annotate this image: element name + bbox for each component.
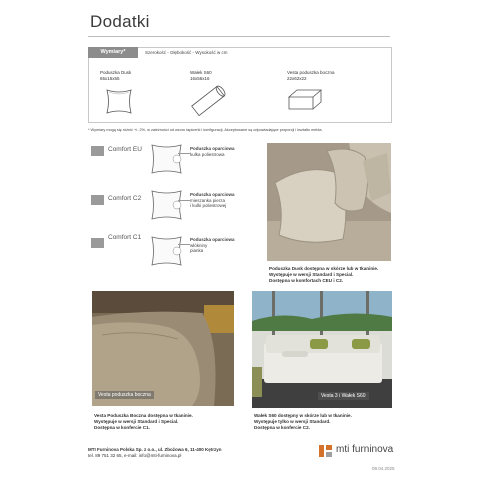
dimensions-footnote: * Wymiary mogą się różnić +/- 2%, w zależności od wzoru tapicerki i konfiguracji. Akceptowane są odpowiadające proporcji i kształtu mebla.: [88, 128, 323, 132]
photo-walek-room: [252, 291, 392, 408]
callout-line: [178, 200, 190, 201]
dimensions-legend: Szerokość - Głębokość - Wysokość w cm: [145, 50, 228, 55]
side-cushion-outline-icon: [285, 85, 325, 115]
comfort-c2-description: Poduszka oparciowa mieszanka pierza i kulki poliestrowej: [190, 192, 235, 208]
comfort-c2-label: Comfort C2: [108, 195, 142, 202]
callout-line: [178, 244, 190, 245]
caption-dusk: Poduszka Dusk dostępna w skórze lub w tkaninie. Występuje w wersji Standard i Special. Dostępna w komfortach CEU i C2.: [269, 266, 379, 283]
cushion-eu-icon: [147, 141, 187, 177]
logo-text: mti furninova: [336, 444, 394, 455]
comfort-eu-label: Comfort EU: [108, 146, 142, 153]
photo-vesta-side-cushion: [92, 291, 234, 406]
comfort-c1-icon: [91, 238, 104, 248]
product-dusk-label: Poduszka Dusk 65x15x55: [100, 70, 132, 81]
cushion-outline-icon: [103, 85, 135, 117]
product-walek-label: Wałek S60 16x56x16: [190, 70, 212, 81]
dimensions-tab: Wymiary*: [88, 47, 138, 58]
comfort-eu-icon: [91, 146, 104, 156]
overlay-vesta: Vesta poduszka boczna: [95, 391, 154, 399]
overlay-walek: Vesta 3 i Wałek S60: [318, 392, 369, 400]
caption-vesta: Vesta Poduszka Boczna dostępna w tkaninie. Występuje w wersji Standard i Special. Dostępna w konfercie C1.: [94, 413, 193, 430]
callout-line: [178, 153, 190, 154]
bolster-outline-icon: [188, 84, 228, 118]
comfort-c2-icon: [91, 195, 104, 205]
footer-company: MTI Furninova Polska Sp. z o.o., ul. Zbożowa 6, 11-400 Kętrzyn tel. 89 751 32 65, e-mail: info@mti-furninova.pl: [88, 447, 222, 458]
caption-walek: Wałek S60 dostępny w skórze lub w tkaninie. Występuje tylko w wersji Standard. Dostępna w konfercie C2.: [254, 413, 352, 430]
comfort-c1-label: Comfort C1: [108, 234, 142, 241]
cushion-c1-icon: [147, 233, 187, 269]
photo-dusk-cushions: [267, 143, 391, 261]
title-divider: [88, 36, 390, 37]
mti-furninova-logo-icon: [318, 443, 334, 459]
page-title: Dodatki: [90, 12, 150, 31]
document-date: 09.04.2025: [372, 466, 395, 471]
comfort-eu-description: Poduszka oparciowa kulka poliestrowa: [190, 146, 235, 157]
comfort-c1-description: Poduszka oparciowa włókniny pianka: [190, 237, 235, 253]
cushion-c2-icon: [147, 187, 187, 223]
product-vesta-label: Vesta poduszka boczna 22x62x22: [287, 70, 335, 81]
